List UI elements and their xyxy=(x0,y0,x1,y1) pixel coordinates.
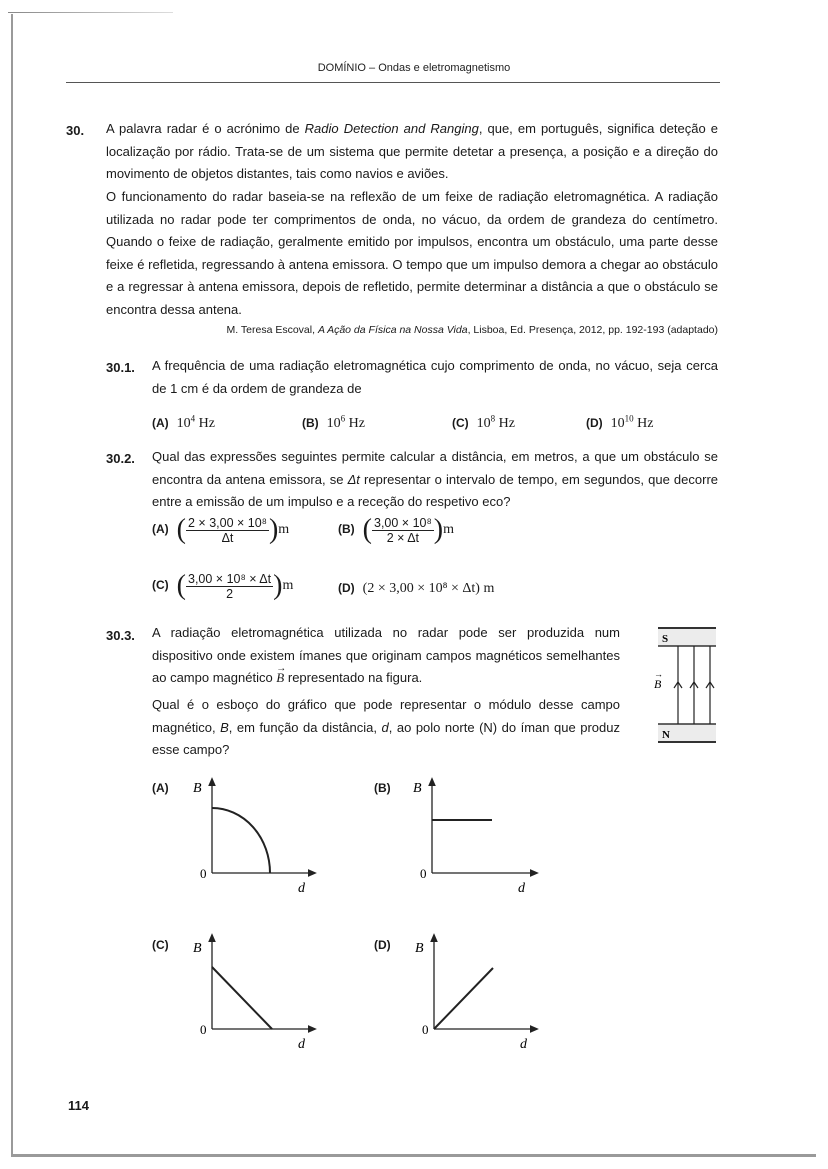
question-30-2-number: 30.2. xyxy=(106,451,135,466)
question-30-2-text xyxy=(152,446,718,514)
x-axis-label: d xyxy=(520,1037,527,1052)
option-label: (A) xyxy=(152,415,169,430)
graph-a[interactable] xyxy=(185,776,325,901)
unit: m xyxy=(282,578,294,593)
graph-c[interactable] xyxy=(185,932,325,1057)
question-30-intro xyxy=(106,118,718,186)
x-axis-label: d xyxy=(298,881,305,896)
option-unit: Hz xyxy=(345,415,365,431)
question-30-paragraph-2: O funcionamento do radar baseia-se na reflexão de um feixe de radiação eletromagnética. A radiação utilizada no radar pode ter comprimentos de onda, no vácuo, da ordem de grandeza do centímetro. Quando o feixe de radiação, geralmente emitido por impulsos, encontra um obstáculo, uma parte desse feixe é refletida, regressando à antena emissora. O tempo que um impulso demora a chegar ao obstáculo e a regressar à antena emissora, depois de refletido, permite determinar a distância a que o obstáculo se encontra dessa antena. xyxy=(106,189,718,317)
field-vector-label: B xyxy=(654,677,662,691)
denominator: 2 × Δt xyxy=(386,530,420,545)
source-citation xyxy=(106,324,718,336)
var-d: d xyxy=(381,719,389,735)
option-exp: 6 xyxy=(340,413,346,423)
delta-t: Δt xyxy=(347,471,360,487)
option-label: (B) xyxy=(302,415,319,430)
graph-a-label[interactable]: (A) xyxy=(152,781,169,795)
y-axis-label: B xyxy=(193,781,202,796)
option-exp: 10 xyxy=(624,413,634,423)
numerator: 3,00 × 10⁸ xyxy=(374,515,432,530)
option-label: (D) xyxy=(586,415,603,430)
page-edge-top xyxy=(8,12,173,13)
running-header: DOMÍNIO – Ondas e eletromagnetismo xyxy=(317,62,511,74)
intro-italic: Radio Detection and Ranging xyxy=(304,121,479,136)
field-lines xyxy=(674,646,714,724)
x-axis-label: d xyxy=(518,881,525,896)
graph-b[interactable] xyxy=(407,776,547,901)
vector-arrow-icon: → xyxy=(654,669,663,679)
option-exp: 8 xyxy=(490,413,496,423)
denominator: 2 xyxy=(226,586,234,601)
graph-b-label[interactable]: (B) xyxy=(374,781,391,795)
question-30-3-text-1: A radiação eletromagnética utilizada no radar pode ser produzida num dispositivo onde existem ímanes que originam campos magnéticos semelhantes ao campo magnético → B representado na figura. xyxy=(152,625,620,685)
page-number: 114 xyxy=(68,1098,89,1113)
option-exp: 4 xyxy=(190,413,196,423)
option-label: (C) xyxy=(452,415,469,430)
numerator: 2 × 3,00 × 10⁸ xyxy=(188,515,267,530)
question-30-1-number: 30.1. xyxy=(106,360,135,375)
text: Qual é o esboço do gráfico que pode representar o módulo desse campo magnético, xyxy=(152,697,620,735)
option-base: 10 xyxy=(610,415,625,431)
origin-label: 0 xyxy=(420,866,427,881)
graph-d[interactable] xyxy=(407,932,547,1057)
question-30-number: 30. xyxy=(66,123,85,138)
option-base: 10 xyxy=(326,415,341,431)
option-unit: Hz xyxy=(195,415,215,431)
question-30-3-number: 30.3. xyxy=(106,628,135,643)
option-base: 10 xyxy=(176,415,191,431)
graph-d-label[interactable]: (D) xyxy=(374,938,391,952)
text: A radiação eletromagnética utilizada no radar pode ser produzida num dispositivo onde existem ímanes que originam campos magnéticos semelhantes ao campo magnético xyxy=(152,625,620,685)
intro-text-cont: , que, em português, significa deteção e localização por rádio. Trata-se de um sistema que permite detetar a presença, a posição e a direção do movimento de objetos distantes, tais como navios e aviões. xyxy=(106,121,718,181)
option-label: (D) xyxy=(338,581,355,595)
curve xyxy=(434,968,493,1029)
unit: m xyxy=(443,522,454,537)
header-rule xyxy=(66,82,720,83)
unit: m xyxy=(278,522,290,537)
option-unit: Hz xyxy=(495,415,515,431)
question-30-1-text: A frequência de uma radiação eletromagnética cujo comprimento de onda, no vácuo, seja cerca de 1 cm é da ordem de grandeza de xyxy=(152,358,718,396)
x-axis-label: d xyxy=(298,1037,305,1052)
option-30-2-b[interactable]: (B) ( $\frac{\text{3,00 × 10⁸}}{2 \times \Delta t}$ )m xyxy=(338,514,454,545)
option-30-2-d[interactable] xyxy=(338,580,494,597)
curve xyxy=(212,967,272,1029)
source-author: M. Teresa Escoval, xyxy=(226,324,318,336)
origin-label: 0 xyxy=(200,866,207,881)
option-label: (C) xyxy=(152,578,169,593)
magnetic-field-figure xyxy=(640,620,730,750)
option-label: (B) xyxy=(338,522,355,537)
question-30-3-text-2 xyxy=(152,694,620,762)
option-label: (A) xyxy=(152,522,169,537)
page-edge-left xyxy=(11,14,13,1157)
expression: (2 × 3,00 × 10⁸ × Δt) m xyxy=(362,581,495,596)
numerator: 3,00 × 10⁸ × Δt xyxy=(188,571,272,586)
origin-label: 0 xyxy=(200,1022,207,1037)
text-cont: representado na figura. xyxy=(284,670,423,685)
source-rest: , Lisboa, Ed. Presença, 2012, pp. 192-193 (adaptado) xyxy=(467,324,718,336)
text-cont: , em função da distância, xyxy=(228,719,382,735)
vector-b: B xyxy=(276,670,285,685)
source-title: A Ação da Física na Nossa Vida xyxy=(317,324,468,336)
option-base: 10 xyxy=(476,415,491,431)
y-axis-label: B xyxy=(415,941,424,956)
south-pole-label: S xyxy=(662,633,669,645)
denominator: Δt xyxy=(221,530,234,545)
curve xyxy=(212,808,270,873)
option-30-2-a[interactable]: (A) ( $\frac{\text{2 × 3,00 × 10⁸}}{\Delta t}$ )m xyxy=(152,514,290,545)
y-axis-label: B xyxy=(413,781,422,796)
option-30-1-a[interactable] xyxy=(152,413,215,432)
graph-c-label[interactable]: (C) xyxy=(152,938,169,952)
text-end: , ao polo norte (N) do íman que produz esse campo? xyxy=(152,719,620,757)
north-pole-label: N xyxy=(662,729,670,741)
var-b: B xyxy=(220,719,229,735)
option-30-2-c[interactable]: (C) ( $\frac{\text{3,00 × 10⁸ × Δt}}{2}$ )m xyxy=(152,570,294,601)
text: Qual das expressões seguintes permite calcular a distância, em metros, a que um obstáculo se encontra da antena emissora, se xyxy=(152,449,718,487)
y-axis-label: B xyxy=(193,941,202,956)
text-cont: representar o intervalo de tempo, em segundos, que decorre entre a emissão de um impulso e a receção do respetivo eco? xyxy=(152,471,719,509)
intro-text: A palavra radar é o acrónimo de xyxy=(106,121,305,136)
option-30-1-b[interactable] xyxy=(302,413,365,432)
page-edge-bottom xyxy=(11,1154,816,1157)
option-30-1-d[interactable] xyxy=(586,413,654,432)
origin-label: 0 xyxy=(422,1022,429,1037)
option-unit: Hz xyxy=(633,415,654,431)
option-30-1-c[interactable] xyxy=(452,413,515,432)
